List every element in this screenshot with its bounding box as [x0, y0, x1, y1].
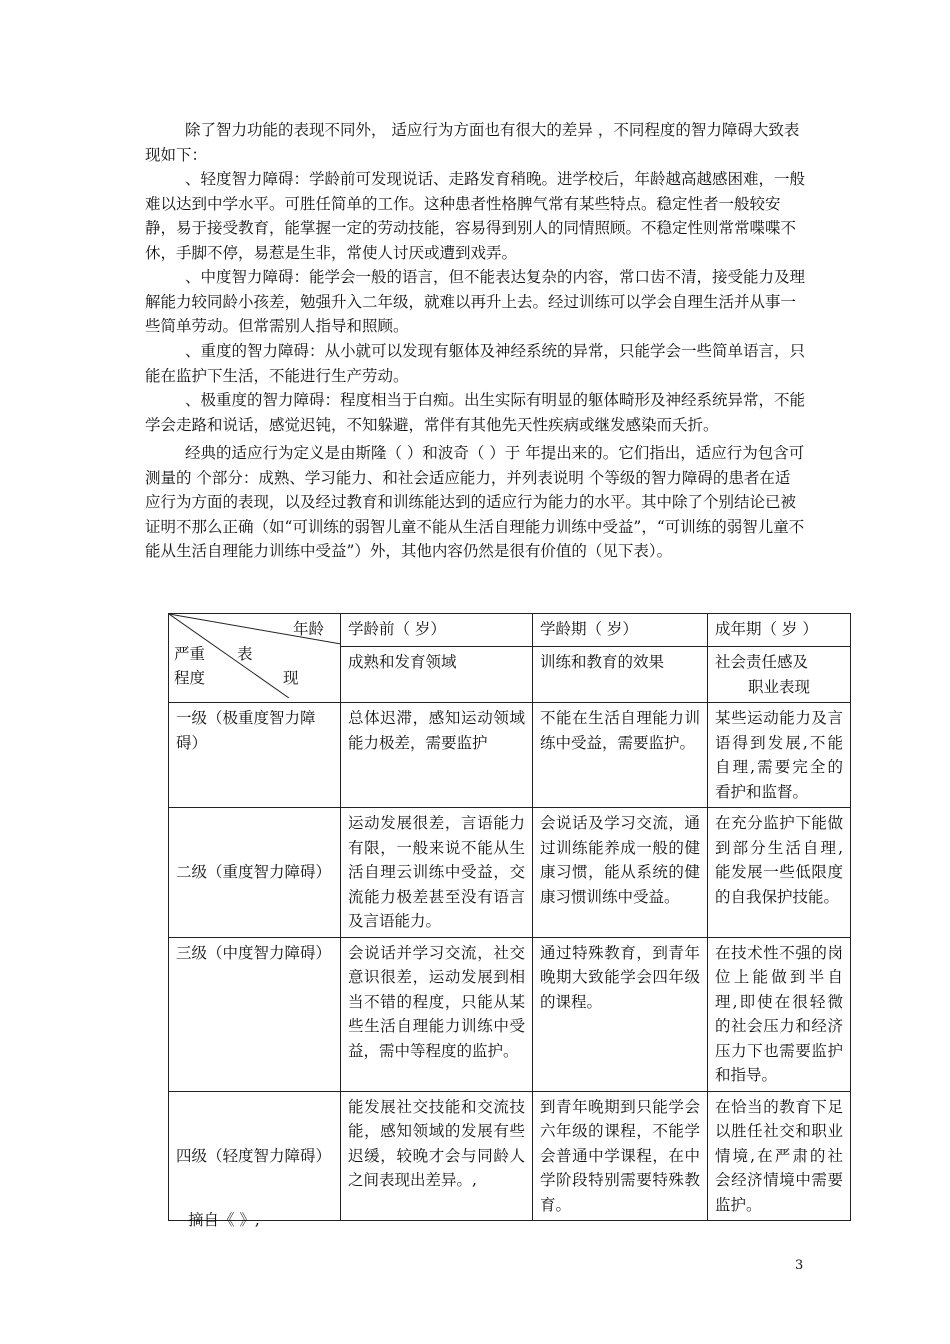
- paragraph-mild: 、轻度智力障碍：学龄前可发现说话、走路发育稍晚。进学校后，年龄越高越感困难，一般难以达到中学水平。可胜任简单的工作。这种患者性格脾气常有某些特点。稳定性者一般较安静，易于接受教育，能掌握一定的劳动技能，容易得到别人的同情照顾。不稳定性则常常喋喋不休，手脚不停，易惹是生非，常使人讨厌或遭到戏弄。: [145, 170, 806, 262]
- adaptive-behavior-table: [168, 613, 851, 1221]
- corner-severity-bottom: 程度: [174, 669, 206, 687]
- corner-biao: 表: [237, 645, 253, 663]
- adult-cell: 在恰当的教育下足以胜任社交和职业情境,在严肃的社会经济情境中需要监护。: [708, 1091, 851, 1221]
- level-cell: 二级（重度智力障碍）: [169, 808, 341, 938]
- school-age-cell: 会说话及学习交流，通过训练能养成一般的健康习惯，能从系统的健康习惯训练中受益。: [533, 808, 708, 938]
- adult-cell: 在技术性不强的岗位上能做到半自理,即使在很轻微的社会压力和经济压力下也需要监护和指导。: [708, 937, 851, 1091]
- table-row: [169, 808, 851, 938]
- preschool-cell: 会说话并学习交流，社交意识很差，运动发展到相当不错的程度，只能从某些生活自理能力训练中受益，需中等程度的监护。: [341, 937, 533, 1091]
- header-school-age: 学龄期（ 岁）: [533, 614, 708, 647]
- corner-age-label: 年龄: [292, 620, 324, 638]
- subheader-social: [708, 647, 851, 703]
- paragraph-intro: 除了智力功能的表现不同外， 适应行为方面也有很大的差异 ，不同程度的智力障碍大致表现如下：: [145, 121, 800, 164]
- paragraph-moderate: 、中度智力障碍：能学会一般的语言，但不能表达复杂的内容，常口齿不清，接受能力及理解能力较同龄小孩差，勉强升入二年级，就难以再升上去。经过训练可以学会自理生活并从事一些简单劳动。但常需别人指导和照顾。: [145, 268, 806, 335]
- school-age-cell: 到青年晚期到只能学会六年级的课程，不能学会普通中学课程，在中学阶段特别需要特殊教育。: [533, 1091, 708, 1221]
- corner-xian: 现: [283, 669, 299, 687]
- level-cell: 三级（中度智力障碍）: [169, 937, 341, 1091]
- paragraph-definition: 经典的适应行为定义是由斯隆（ ）和波奇（ ）于 年提出来的。它们指出，适应行为包含可测量的 个部分：成熟、学习能力、和社会适应能力，并列表说明 个等级的智力障碍的患者在适应行为方面的表现，以及经过教育和训练能达到的适应行为能力的水平。其中除了个别结论已被证明不那么正确（如“可训练的弱智儿童不能从生活自理能力训练中受益”，“可训练的弱智儿童不能从生活自理能力训练中受益”）外，其他内容仍然是很有价值的（见下表）。: [145, 444, 805, 560]
- table-header-row: [169, 614, 851, 647]
- header-preschool: 学龄前（ 岁）: [341, 614, 533, 647]
- table-row: [169, 937, 851, 1091]
- paragraph-severe: 、重度的智力障碍：从小就可以发现有躯体及神经系统的异常，只能学会一些简单语言，只能在监护下生活，不能进行生产劳动。: [145, 342, 806, 385]
- school-age-cell: 不能在生活自理能力训练中受益，需要监护。: [533, 703, 708, 808]
- adult-cell: 某些运动能力及言语得到发展,不能自理,需要完全的看护和监督。: [708, 703, 851, 808]
- table-row: [169, 703, 851, 808]
- diagonal-corner-cell: [169, 614, 341, 703]
- adult-cell: 在充分监护下能做到部分生活自理,能发展一些低限度的自我保护技能。: [708, 808, 851, 938]
- preschool-cell: 总体迟滞，感知运动领域能力极差，需要监护: [341, 703, 533, 808]
- header-adult: 成年期（ 岁 ）: [708, 614, 851, 647]
- level-cell: 四级（轻度智力障碍）: [169, 1091, 341, 1221]
- preschool-cell: 能发展社交技能和交流技能，感知领域的发展有些迟缓，较晚才会与同龄人之间表现出差异。,: [341, 1091, 533, 1221]
- corner-severity-top: 严重: [174, 645, 206, 663]
- subheader-social-line2: 职业表现: [747, 677, 810, 696]
- table-row: [169, 1091, 851, 1221]
- subheader-maturity: 成熟和发育领域: [341, 647, 533, 703]
- preschool-cell: 运动发展很差，言语能力有限，一般来说不能从生活自理云训练中受益，交流能力极差甚至没有语言及言语能力。: [341, 808, 533, 938]
- level-cell: 一级（极重度智力障碍）: [169, 703, 341, 808]
- paragraph-profound: 、极重度的智力障碍：程度相当于白痴。出生实际有明显的躯体畸形及神经系统异常，不能学会走路和说话，感觉迟钝，不知躲避，常伴有其他先天性疾病或继发感染而夭折。: [145, 391, 806, 434]
- school-age-cell: 通过特殊教育，到青年晚期大致能学会四年级的课程。: [533, 937, 708, 1091]
- source-citation: 摘自《 》,: [188, 1211, 260, 1229]
- page-number: 3: [795, 1258, 804, 1273]
- subheader-social-line1: 社会责任感及: [715, 653, 809, 671]
- subheader-training: 训练和教育的效果: [533, 647, 708, 703]
